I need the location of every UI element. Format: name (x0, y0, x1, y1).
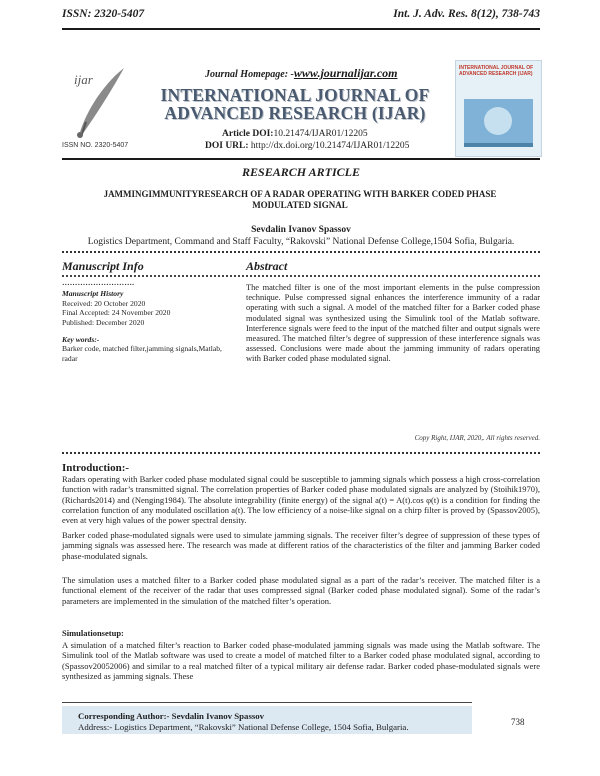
doi-url: DOI URL: http://dx.doi.org/10.21474/IJAR01/12205 (205, 141, 410, 151)
issn-label: ISSN: 2320-5407 (62, 8, 145, 20)
abstract-end-separator (62, 452, 540, 454)
paper-title: JAMMINGIMMUNITYRESEARCH OF A RADAR OPERATING WITH BARKER CODED PHASE MODULATED SIGNAL (103, 189, 497, 210)
dotted-separator (62, 251, 540, 253)
running-header (62, 6, 540, 26)
published-date: Published: December 2020 (62, 317, 145, 327)
intro-paragraph-3: The simulation uses a matched filter to a Barker coded phase modulated signal as a part of the radar’s receiver. The matched filter is a functional element of the receiver of the radar that uses compressed signal (Barker coded phase modulated signal). Some of the radar’s parameters are implemented in the simulation of the matched filter’s operation. (62, 575, 540, 606)
logo-text: ijar (74, 72, 93, 87)
journal-title: INTERNATIONAL JOURNAL OF ADVANCED RESEARCH (IJAR) (160, 85, 430, 123)
abstract-heading: Abstract (246, 259, 288, 273)
article-doi: Article DOI:10.21474/IJAR01/12205 (222, 129, 368, 139)
article-type: RESEARCH ARTICLE (242, 165, 360, 179)
footer-rule (62, 702, 472, 703)
copyright-notice: Copy Right, IJAR, 2020,. All rights reserved. (414, 434, 540, 442)
journal-cover-image (455, 60, 542, 157)
quill-logo-icon (62, 62, 134, 140)
manuscript-info (62, 278, 227, 363)
homepage-link[interactable]: www.journalijar.com (293, 66, 398, 80)
journal-logo (62, 62, 134, 154)
author-address: Address:- Logistics Department, “Rakovski” National Defense College, 1504 Sofia, Bulgaria. (78, 722, 409, 732)
abstract-text: The matched filter is one of the most important elements in the pulse compression technique. Pulse compressed signal enhances the interference immunity of a radar operating with such a signal. A model of the matched filter for a Barker coded phase modulated signal was synthesized using the Simulink tool of the Matlab software. Interference signals were feed to the input of the matched filter and output signals were measured. The matched filter’s degree of suppression of these interference signals was assessed. Conclusions were made about the jamming immunity of radars operating with Barker coded phase modulated signal. (246, 283, 540, 364)
header-rule (62, 28, 540, 30)
manuscript-info-heading: Manuscript Info (62, 259, 144, 273)
journal-citation: Int. J. Adv. Res. 8(12), 738-743 (393, 8, 540, 20)
corresponding-author: Corresponding Author:- Sevdalin Ivanov Spassov (78, 711, 265, 721)
simulation-paragraph: A simulation of a matched filter’s reaction to Barker coded phase-modulated jamming signals was made using the Matlab software. The Simulink tool of the Matlab software was used to create a model of matched filter to a Barker coded phase modulated signal, according to (Spassov20052006) and similar to a real matched filter of a typical military air defense radar. Barker coded phase-modulated signals were synthesized as jamming signals. These (62, 640, 540, 681)
doi-url-link[interactable]: http://dx.doi.org/10.21474/IJAR01/12205 (250, 141, 410, 151)
page-number: 738 (511, 717, 525, 727)
author-name: Sevdalin Ivanov Spassov (251, 225, 351, 235)
accepted-date: Final Accepted: 24 November 2020 (62, 308, 171, 318)
intro-paragraph-2: Barker coded phase-modulated signals were used to simulate jamming signals. The receiver filter’s degree of suppression of these types of jamming signals was assessed here. The research was made at different ratios of the characteristics of the filter and jamming Barker coded phase-modulated signals. (62, 530, 540, 561)
masthead-rule (62, 158, 540, 160)
journal-homepage: Journal Homepage: -www.journalijar.com (205, 66, 398, 80)
cover-title: INTERNATIONAL JOURNAL OF ADVANCED RESEARCH (IJAR) (459, 65, 534, 77)
intro-paragraph-1: Radars operating with Barker coded phase modulated signal could be susceptible to jamming signals which possess a high cross-correlation function with radar’s transmitted signal. The correlation properties of Barker coded phase modulated signals are analyzed by (Stoihik1970), (Richards2014) and (Nenging1984). The absolute integrability (finite energy) of the signal a(t) = A(t).cos φ(t) is a condition for finding the correlation function of any modulated oscillation a(t). The low efficiency of a noise-like signal on a chirp filter is proved by (Spassov2005), even at very high values of the power spectral density. (62, 474, 540, 526)
keywords: Barker code, matched filter,jamming signals,Matlab, radar (62, 344, 222, 363)
cover-graphic-icon (456, 93, 541, 153)
history-heading: Manuscript History (62, 289, 124, 299)
author-affiliation: Logistics Department, Command and Staff Faculty, “Rakovski” National Defense College,1504 Sofia, Bulgaria. (87, 237, 515, 247)
simulation-heading: Simulationsetup: (62, 628, 124, 638)
corresponding-author-box (62, 706, 472, 734)
introduction-heading: Introduction:- (62, 462, 130, 474)
received-date: Received: 20 October 2020 (62, 298, 146, 308)
info-dots: ………………………. (62, 278, 135, 287)
keywords-heading: Key words:- (62, 335, 100, 345)
logo-issn: ISSN NO. 2320-5407 (62, 142, 129, 149)
column-separator (62, 275, 540, 277)
